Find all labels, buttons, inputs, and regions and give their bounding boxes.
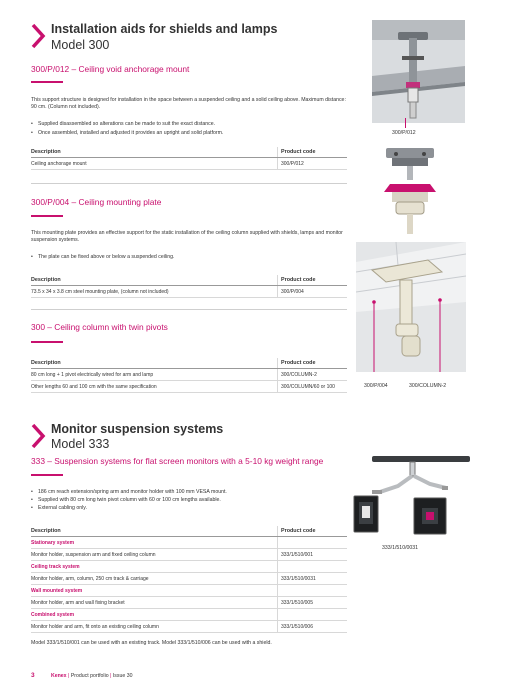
ceiling-column-photo [356,242,466,372]
accent-rule [31,215,63,217]
item-heading: 333 – Suspension systems for flat screen monitors with a 5-10 kg weight range [31,456,324,466]
row-product-code: 300/COLUMN-2 [278,369,348,381]
accent-rule [31,474,63,476]
chevron-right-icon [30,23,46,49]
bullet-item: • The plate can be fixed above or below a suspended ceiling. [31,254,347,261]
ceiling-anchorage-photo [372,20,465,123]
table-row [31,549,347,561]
row-description: Monitor holder, arm, column, 250 cm track & carriage [31,573,278,585]
row-description: 73.5 x 34 x 3.8 cm steel mounting plate, (column not included) [31,286,278,298]
column-header-description: Description [31,147,278,158]
column-header-description: Description [31,526,278,537]
column-header-product-code: Product code [278,358,348,369]
section-divider [31,183,347,184]
item-intro: This mounting plate provides an effective support for the static installation of the ceiling column supplied with shields, lamps and monitor suspension systems. [31,230,343,243]
row-description: Monitor holder and arm, fit onto an existing ceiling column [31,621,278,633]
mounting-plate-render [380,144,440,234]
group-label: Stationary system [31,537,278,549]
group-label: Ceiling track system [31,561,278,573]
bullet-list [31,489,347,512]
callout-line [405,118,406,128]
footer-issue: Issue 30 [112,673,133,679]
column-header-description: Description [31,358,278,369]
figure-caption: 300/P/012 [392,130,416,136]
bullet-item: • 186 cm reach extension/spring arm and monitor holder with 100 mm VESA mount. [31,489,347,496]
bullet-list [31,121,347,137]
column-header-description: Description [31,275,278,286]
group-label: Combined system [31,609,278,621]
column-header-product-code: Product code [278,526,348,537]
accent-rule [31,81,63,83]
section-model: Model 300 [51,38,110,52]
row-description: Ceiling anchorage mount [31,158,278,170]
table-group-row [31,609,347,621]
table-group-row [31,561,347,573]
column-header-product-code: Product code [278,147,348,158]
table-row [31,158,347,170]
product-table [31,526,347,633]
table-row [31,286,347,298]
product-table [31,358,347,393]
page-number: 3 [31,672,35,679]
bullet-item: • Supplied with 80 cm long twin pivot column with 60 or 100 cm lengths available. [31,497,347,504]
monitor-suspension-render [350,452,475,542]
group-label: Wall mounted system [31,585,278,597]
item-intro: This support structure is designed for installation in the space between a suspended ceiling and a solid ceiling above. Maximum distance: 90 cm. (Column not included). [31,97,346,110]
section-divider [31,309,347,310]
row-description: Other lengths 60 and 100 cm with the same specification [31,381,278,393]
row-product-code: 300/COLUMN/60 or 100 [278,381,348,393]
figure-caption: 300/P/004 [364,383,388,389]
table-row [31,573,347,585]
row-product-code: 300/P/012 [278,158,348,170]
product-table [31,275,347,298]
bullet-list [31,254,347,261]
bullet-item: • Supplied disassembled so alterations can be made to suit the exact distance. [31,121,347,128]
bullet-item: • Once assembled, installed and adjusted it provides an upright and solid platform. [31,130,347,137]
figure-caption: 300/COLUMN-2 [409,383,447,389]
item-heading: 300/P/004 – Ceiling mounting plate [31,197,162,207]
table-row [31,597,347,609]
footer-brand: Kenex [51,673,67,679]
row-product-code: 300/P/004 [278,286,348,298]
section-title: Installation aids for shields and lamps [51,22,278,36]
note-text: Model 333/1/510/001 can be used with an existing track. Model 333/1/510/006 can be used with a shield. [31,640,272,646]
table-row [31,381,347,393]
table-group-row [31,585,347,597]
column-header-product-code: Product code [278,275,348,286]
section-model: Model 333 [51,437,110,451]
row-description: Monitor holder, arm and wall fixing bracket [31,597,278,609]
item-heading: 300/P/012 – Ceiling void anchorage mount [31,64,190,74]
row-description: Monitor holder, suspension arm and fixed ceiling column [31,549,278,561]
figure-caption: 333/1/510/0031 [382,545,419,551]
table-row [31,621,347,633]
accent-rule [31,341,63,343]
row-product-code: 333/1/510/005 [278,597,348,609]
chevron-right-icon [30,423,46,449]
row-product-code: 333/1/510/006 [278,621,348,633]
footer-text: Kenex | Product portfolio | Issue 30 [51,673,133,679]
table-row [31,369,347,381]
section-title: Monitor suspension systems [51,422,224,436]
product-table [31,147,347,170]
row-description: 80 cm long + 1 pivot electrically wired for arm and lamp [31,369,278,381]
row-product-code: 333/1/510/0031 [278,573,348,585]
table-group-row [31,537,347,549]
item-heading: 300 – Ceiling column with twin pivots [31,322,168,332]
row-product-code: 333/1/510/001 [278,549,348,561]
footer-portfolio: Product portfolio [70,673,109,679]
bullet-item: • External cabling only. [31,505,347,512]
